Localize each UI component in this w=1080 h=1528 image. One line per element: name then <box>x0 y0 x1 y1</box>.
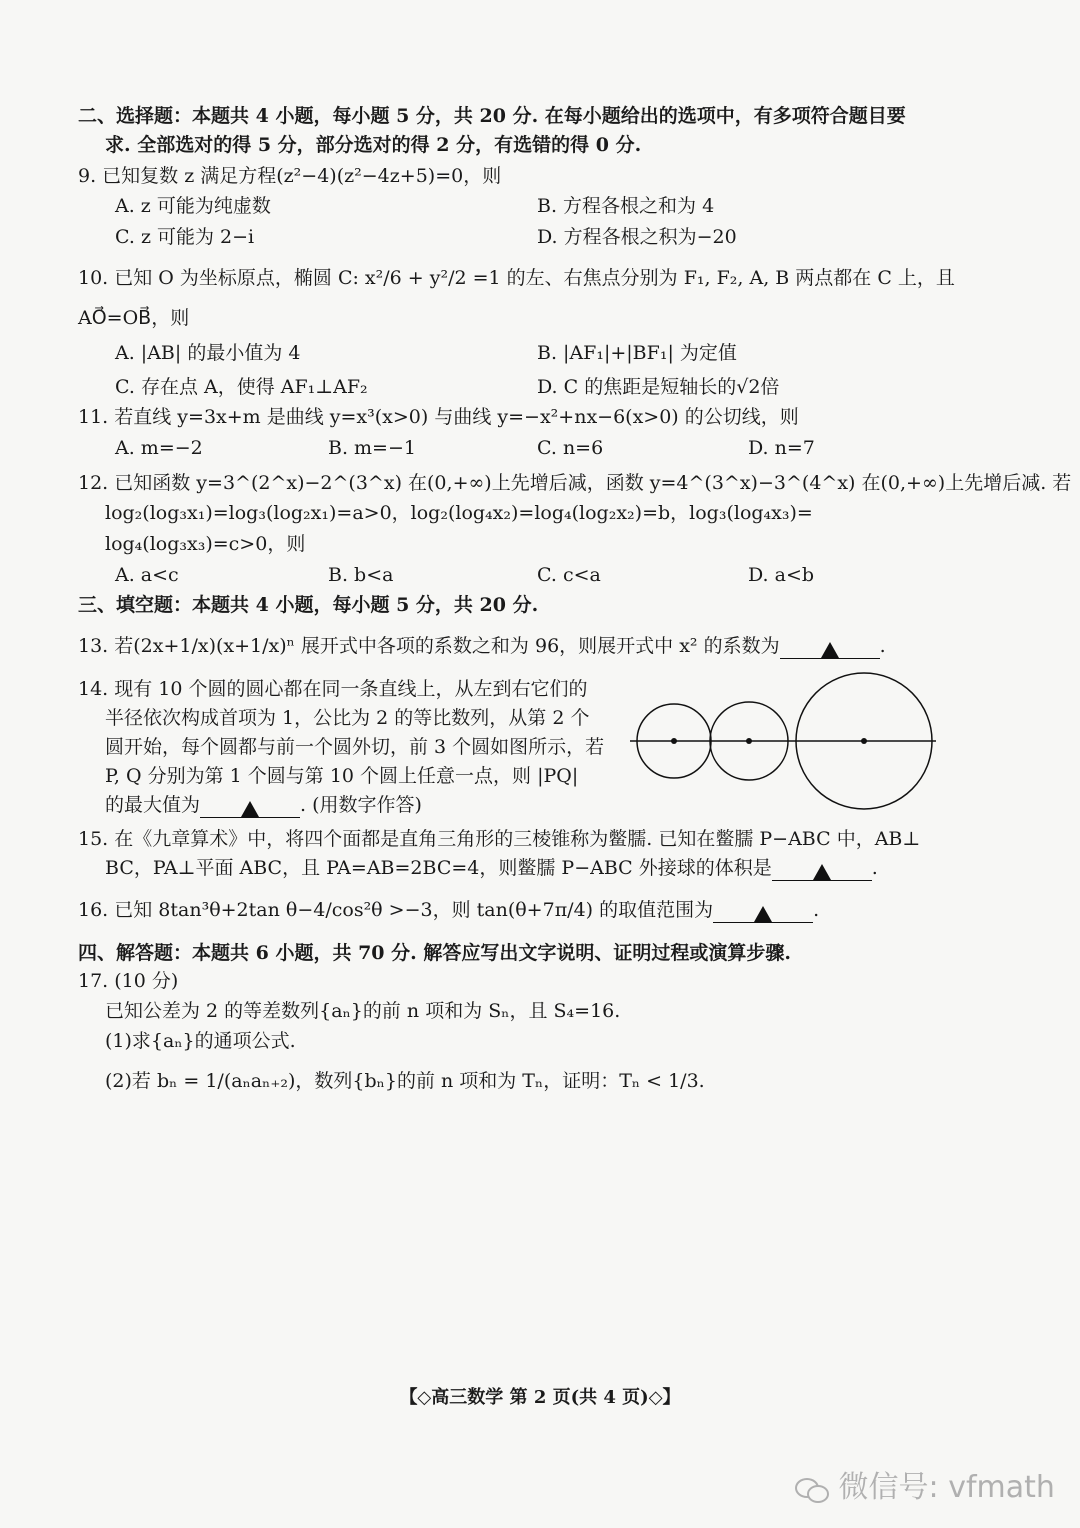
q16-answer-blank <box>713 900 813 923</box>
q11-option-d: D. n=7 <box>748 437 815 459</box>
section4-header: 四、解答题：本题共 6 小题，共 70 分. 解答应写出文字说明、证明过程或演算步骤. <box>78 942 791 964</box>
q12-option-b: B. b<a <box>328 564 394 586</box>
circles-figure <box>630 672 940 812</box>
q14-answer-blank <box>200 795 300 818</box>
q11-stem: 11. 若直线 y=3x+m 是曲线 y=x³(x>0) 与曲线 y=−x²+nx−6(x>0) 的公切线，则 <box>78 406 799 428</box>
q15-end: . <box>871 857 878 879</box>
q15-line1: 15. 在《九章算术》中，将四个面都是直角三角形的三棱锥称为鳖臑. 已知在鳖臑 P−ABC 中，AB⊥ <box>78 828 921 850</box>
q11-option-c: C. n=6 <box>537 437 604 459</box>
page-footer: 【◇高三数学 第 2 页(共 4 页)◇】 <box>399 1387 681 1408</box>
q14-line4: P, Q 分别为第 1 个圆与第 10 个圆上任意一点，则 |PQ| <box>105 765 579 787</box>
triangle-icon <box>821 642 839 658</box>
q12-stem-line3: log₄(log₃x₃)=c>0，则 <box>105 533 306 555</box>
watermark-text: 微信号: vfmath <box>838 1470 1055 1505</box>
q10-option-b: B. |AF₁|+|BF₁| 为定值 <box>537 342 737 364</box>
q13-answer-blank <box>780 636 880 659</box>
q17-title: 17. (10 分) <box>78 970 179 992</box>
q16-end: . <box>813 899 820 921</box>
q10-stem-line2: AO⃗=OB⃗，则 <box>78 307 190 329</box>
q10-option-c: C. 存在点 A，使得 AF₁⊥AF₂ <box>115 376 368 398</box>
q10-stem-line1: 10. 已知 O 为坐标原点，椭圆 C: x²/6 + y²/2 =1 的左、右焦点分别为 F₁, F₂, A, B 两点都在 C 上，且 <box>78 267 955 289</box>
q17-line3: (2)若 bₙ = 1/(aₙaₙ₊₂)，数列{bₙ}的前 n 项和为 Tₙ，证明：Tₙ < 1/3. <box>105 1070 705 1092</box>
q10-option-a: A. |AB| 的最小值为 4 <box>115 342 301 364</box>
q15-line2-text: BC，PA⊥平面 ABC，且 PA=AB=2BC=4，则鳖臑 P−ABC 外接球的体积是 <box>105 857 772 879</box>
section2-header-line2: 求. 全部选对的得 5 分，部分选对的得 2 分，有选错的得 0 分. <box>105 134 642 156</box>
triangle-icon <box>813 864 831 880</box>
triangle-icon <box>754 906 772 922</box>
q9-option-b: B. 方程各根之和为 4 <box>537 195 715 217</box>
q9-option-a: A. z 可能为纯虚数 <box>115 195 271 217</box>
q10-option-d: D. C 的焦距是短轴长的√2倍 <box>537 376 780 398</box>
q12-option-d: D. a<b <box>748 564 815 586</box>
q15-line2 <box>105 855 878 881</box>
q14-line1: 14. 现有 10 个圆的圆心都在同一条直线上，从左到右它们的 <box>78 678 588 700</box>
q9-stem: 9. 已知复数 z 满足方程(z²−4)(z²−4z+5)=0，则 <box>78 165 502 187</box>
circle-2-center <box>746 738 752 744</box>
q17-line1: 已知公差为 2 的等差数列{aₙ}的前 n 项和为 Sₙ，且 S₄=16. <box>105 1000 621 1022</box>
triangle-icon <box>241 801 259 817</box>
q14-line5-end: . (用数字作答) <box>300 794 422 816</box>
q13-stem: 13. 若(2x+1/x)(x+1/x)ⁿ 展开式中各项的系数之和为 96，则展开式中 x² 的系数为 <box>78 635 780 657</box>
q13-line <box>78 633 886 659</box>
q14-line5 <box>105 792 422 818</box>
q14-line5-start: 的最大值为 <box>105 794 201 816</box>
q12-stem-line2: log₂(log₃x₁)=log₃(log₂x₁)=a>0，log₂(log₄x₂)=log₄(log₂x₂)=b，log₃(log₄x₃)= <box>105 502 813 524</box>
q13-end: . <box>879 635 886 657</box>
wechat-watermark <box>795 1462 1055 1506</box>
q9-option-c: C. z 可能为 2−i <box>115 226 255 248</box>
q14-line2: 半径依次构成首项为 1，公比为 2 的等比数列，从第 2 个 <box>105 707 590 729</box>
q11-option-a: A. m=−2 <box>115 437 203 459</box>
q16-line <box>78 897 819 923</box>
circle-3-center <box>861 738 867 744</box>
section3-header: 三、填空题：本题共 4 小题，每小题 5 分，共 20 分. <box>78 594 539 616</box>
circle-1-center <box>671 738 677 744</box>
q17-line2: (1)求{aₙ}的通项公式. <box>105 1030 296 1052</box>
q12-option-a: A. a<c <box>115 564 179 586</box>
q12-stem-line1: 12. 已知函数 y=3^(2^x)−2^(3^x) 在(0,+∞)上先增后减，函数 y=4^(3^x)−3^(4^x) 在(0,+∞)上先增后减. 若 <box>78 472 1072 494</box>
q12-option-c: C. c<a <box>537 564 601 586</box>
q11-option-b: B. m=−1 <box>328 437 416 459</box>
wechat-icon <box>795 1476 829 1502</box>
q15-answer-blank <box>772 858 872 881</box>
q9-option-d: D. 方程各根之积为−20 <box>537 226 737 248</box>
q16-stem: 16. 已知 8tan³θ+2tan θ−4/cos²θ >−3，则 tan(θ+7π/4) 的取值范围为 <box>78 899 714 921</box>
q14-line3: 圆开始，每个圆都与前一个圆外切，前 3 个圆如图所示，若 <box>105 736 605 758</box>
section2-header-line1: 二、选择题：本题共 4 小题，每小题 5 分，共 20 分. 在每小题给出的选项中，有多项符合题目要 <box>78 105 906 127</box>
